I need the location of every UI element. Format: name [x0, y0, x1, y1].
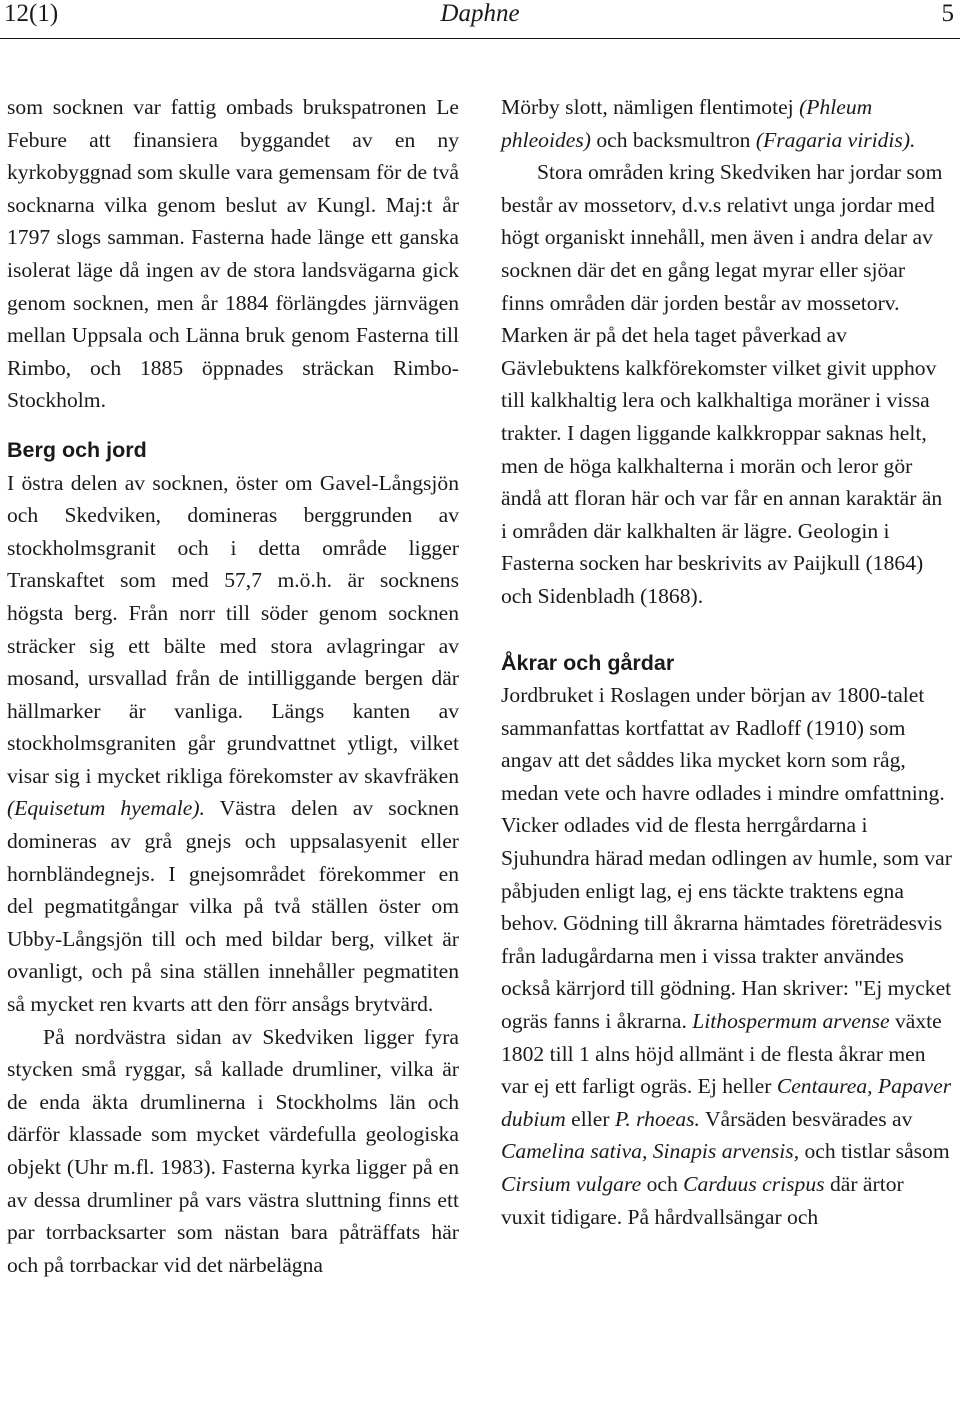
species-name: Camelina sativa, Sinapis arvensis,: [501, 1139, 800, 1164]
page-header: [0, 0, 960, 39]
species-name: P. rhoeas.: [614, 1106, 700, 1131]
species-name: Carduus crispus: [683, 1172, 825, 1196]
section-heading-akrar-och-gardar: Åkrar och gårdar: [501, 650, 675, 675]
paragraph-drumlins: På nordvästra sidan av Skedviken ligger fyra stycken små ryggar, så kallade drumliner, vilka är de enda äkta drumlinerna i Stockholms län och därför klassade som mycket värdefulla geologiska objekt (Uhr m.fl. 1983). Fasterna kyrka ligger på en av dessa drumliner på vars västra sluttning finns ett par torrbacksarter som nästan bara påträffats här och på torrbackar vid det närbelägna: [7, 1024, 459, 1277]
paragraph-morby: Mörby slott, nämligen flentimotej (Phleum phleoides) och backsmultron (Fragaria viridis).: [501, 95, 916, 152]
section-heading-berg-och-jord: Berg och jord: [7, 437, 147, 462]
species-name: (Phleum phleoides): [501, 95, 873, 152]
left-column: [7, 91, 459, 1281]
species-name: (Equisetum hyemale).: [7, 796, 205, 821]
right-column: [501, 91, 953, 1233]
paragraph-bedrock: I östra delen av socknen, öster om Gavel-Långsjön och Skedviken, domineras berggrunden av stockholmsgranit och i detta område ligger Transkaftet som med 57,7 m.ö.h. är socknens högsta berg. Från norr till söder genom socknen sträcker sig ett bälte med stora avlagringar av mosand, ursvallad från de intilliggande bergen där hällmarker är vanliga. Längs kanten av stockholmsgraniten går grundvattnet ytligt, vilket visar sig i mycket rikliga förekomster av skavfräken (Equisetum hyemale). Västra delen av socknen domineras av grå gnejs och uppsalasyenit eller hornbländegnejs. I gnejsområdet förekommer en del pegmatitgångar vilka på två ställen öster om Ubby-Långsjön till och med bildar berg, vilket är ovanligt, och på sina ställen innehåller pegmatiten så mycket ren kvarts att den förr ansågs brytvärd.: [7, 470, 460, 1017]
species-name: Lithospermum arvense: [692, 1009, 890, 1034]
paragraph-history: som socknen var fattig ombads brukspatronen Le Febure att finansiera byggandet av en ny kyrkobyggnad som skulle vara gemensam för de två socknarna vilka genom beslut av Kungl. Maj:t år 1797 slogs samman. Fasterna hade länge ett ganska isolerat läge då ingen av de stora landsvägarna gick genom socknen, men år 1884 förlängdes järnvägen mellan Uppsala och Länna bruk genom Fasterna till Rimbo, och 1885 öppnades sträckan Rimbo-Stockholm.: [7, 95, 459, 413]
paragraph-soils: Stora områden kring Skedviken har jordar som består av mossetorv, d.v.s relativt unga jordar med högt organiskt innehåll, men även i andra delar av socknen där det en gång legat myrar eller sjöar finns områden där jorden består av mossetorv. Marken är på det hela taget påverkad av Gävlebuktens kalkförekomster vilket givit upphov till kalkhaltig lera och kalkhaltiga moräner i vissa trakter. I dagen liggande kalkkroppar saknas helt, men de höga kalkhalterna i morän och leror gör ändå att floran här och var får en annan karaktär än i områden där kalkhalten är lägre. Geologin i Fasterna socken har beskrivits av Paijkull (1864) och Sidenbladh (1868).: [501, 160, 943, 608]
volume-issue: 12(1): [4, 0, 59, 27]
species-name: (Fragaria viridis).: [755, 127, 916, 152]
paragraph-agriculture: Jordbruket i Roslagen under början av 1800-talet sammanfattas kortfattat av Radloff (1910) som angav att det såddes lika mycket korn som råg, medan vete och havre odlades i mindre omfattning. Vicker odlades vid de flesta herrgårdarna i Sjuhundra härad medan odlingen av humle, som var påbjuden enligt lag, ej ens täckte traktens egna behov. Gödning till åkrarna hämtades företrädesvis från ladugårdarna men i vissa trakter användes också kärrjord till gödning. Han skriver: "Ej mycket ogräs fanns i åkrarna. Lithospermum arvense växte 1802 till 1 alns höjd allmänt i de flesta åkrar men var ej ett farligt ogräs. Ej heller Centaurea, Papaver dubium eller P. rhoeas. Vårsäden besvärades av Camelina sativa, Sinapis arvensis, och tistlar såsom Cirsium vulgare och Carduus crispus där ärtor vuxit tidigare. På hårdvallsängar och: [501, 683, 952, 1229]
species-name: Centaurea, Papaver dubium: [501, 1074, 952, 1131]
journal-title: Daphne: [440, 0, 520, 27]
page-number: 5: [941, 0, 954, 27]
species-name: Cirsium vulgare: [501, 1172, 642, 1196]
